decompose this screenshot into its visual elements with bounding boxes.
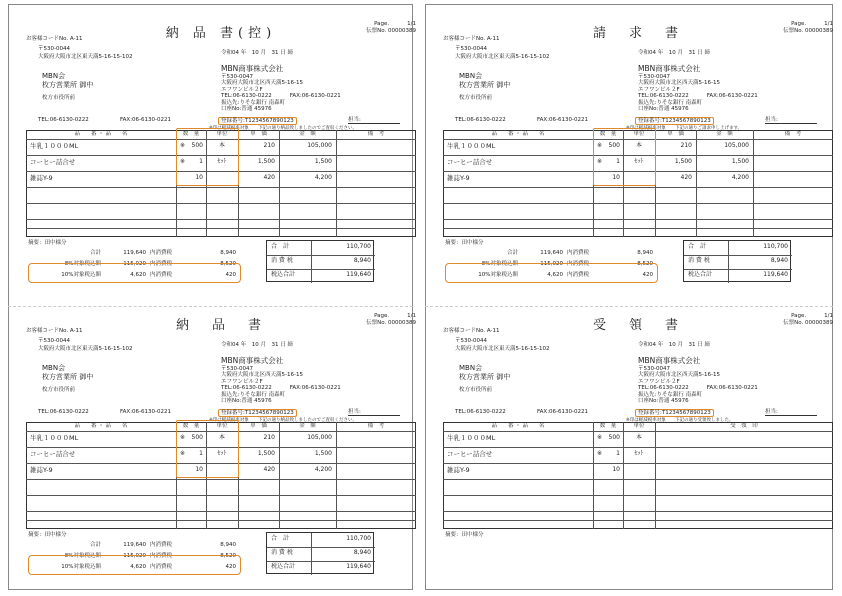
issuer-postal: 〒530-0047 <box>221 365 253 372</box>
summary-total-tax-label: 内消費税 <box>150 250 173 256</box>
summary-10pct-amount: 4,620 <box>130 272 146 278</box>
issuer-account: 口座No:普通 45976 <box>221 106 272 113</box>
closing-date: 令和04 年 10 月 31 日 締 <box>638 50 710 56</box>
issuer-bank: 振込先:りそな銀行 南森町 <box>638 99 703 106</box>
col-header-unit: 単位 <box>216 423 228 429</box>
issuer-tel: TEL:06-6130-0222 <box>221 93 272 100</box>
col-header-remarks: 備 考 <box>367 131 385 137</box>
summary-8pct-label: 8%対象税込額 <box>64 261 101 267</box>
table-row-line <box>443 203 833 204</box>
item-qty: 500 <box>608 434 620 441</box>
issuer-bank: 振込先:りそな銀行 南森町 <box>221 391 286 398</box>
document-panel-p3 <box>26 306 416 576</box>
document-title: 納 品 書(控) <box>165 26 277 41</box>
customer-fax: FAX:06-6130-0221 <box>120 409 172 415</box>
issuer-building: エフワンビル２F <box>638 378 680 385</box>
customer-postal: 〒530-0044 <box>38 46 70 52</box>
item-amount: 4,200 <box>314 174 332 181</box>
customer-code: お客様コードNo. A-11 <box>443 328 500 334</box>
customer-name: MBN会 <box>42 72 66 80</box>
summary-10pct-amount: 4,620 <box>547 272 563 278</box>
item-price: 420 <box>263 174 275 181</box>
closing-date: 令和04 年 10 月 31 日 締 <box>638 342 710 348</box>
col-header-qty: 数 量 <box>599 131 617 137</box>
customer-code: お客様コードNo. A-11 <box>26 328 83 334</box>
table-row-line <box>443 520 833 521</box>
totals-value-2: 119,640 <box>763 271 788 278</box>
summary-8pct-label: 8%対象税込額 <box>64 553 101 559</box>
registration-number: 登録番号:T1234567890123 <box>218 117 297 125</box>
item-qty: 500 <box>608 142 620 149</box>
manager-field: 担当: <box>765 409 817 416</box>
totals-line <box>267 269 375 270</box>
page-value: 1/1 <box>824 313 833 319</box>
col-header-amount: 金 額 <box>299 423 316 429</box>
item-qty: 10 <box>612 174 620 181</box>
issuer-postal: 〒530-0047 <box>638 73 670 80</box>
document-title: 納 品 書 <box>175 318 266 333</box>
issuer-account: 口座No:普通 45976 <box>638 106 689 113</box>
item-amount: 105,000 <box>307 434 332 441</box>
summary-8pct-tax-label: 内消費税 <box>567 261 590 267</box>
customer-branch: 枚方営業所 御中 <box>459 373 511 381</box>
issuer-fax: FAX:06-6130-0221 <box>289 385 341 392</box>
customer-address: 大阪府大阪市北区東天満5-16-15-102 <box>455 54 550 60</box>
summary-total-tax-label: 内消費税 <box>150 542 173 548</box>
col-header-remarks: 備 考 <box>784 131 802 137</box>
totals-value-0: 110,700 <box>346 243 371 250</box>
totals-divider <box>311 533 312 575</box>
item-amount: 1,500 <box>314 158 332 165</box>
summary-total-label: 合計 <box>506 250 518 256</box>
highlight-qty-unit-column <box>176 420 239 478</box>
issuer-block <box>221 357 341 405</box>
slip-number: 伝票No. 00000389 <box>783 319 833 326</box>
item-name: 雑誌Y-9 <box>30 466 53 474</box>
table-row-line <box>443 479 833 480</box>
table-col-line <box>655 422 656 529</box>
col-header-unit: 単位 <box>633 423 645 429</box>
col-header-price: 単 価 <box>250 423 267 429</box>
summary-8pct-tax-label: 内消費税 <box>150 261 173 267</box>
reduced-tax-note: ※印は軽減税率対象 <box>626 418 666 423</box>
reduced-tax-mark: ※ <box>597 142 603 149</box>
issuer-postal: 〒530-0047 <box>221 73 253 80</box>
item-price: 1,500 <box>257 158 275 165</box>
customer-tel: TEL:06-6130-0222 <box>455 117 506 123</box>
summary-total-tax-label: 内消費税 <box>567 250 590 256</box>
totals-label-1: 消 費 税 <box>271 549 293 556</box>
summary-10pct-label: 10%対象税込額 <box>61 564 101 570</box>
registration-number: 登録番号:T1234567890123 <box>218 409 297 417</box>
customer-branch: 枚方営業所 御中 <box>459 81 511 89</box>
customer-address: 大阪府大阪市北区東天満5-16-15-102 <box>38 346 133 352</box>
summary-8pct-tax: 8,520 <box>220 261 236 267</box>
totals-value-0: 110,700 <box>346 535 371 542</box>
totals-box <box>266 240 374 282</box>
item-name: 雑誌Y-9 <box>447 174 470 182</box>
summary-total-label: 合計 <box>89 542 101 548</box>
customer-postal: 〒530-0044 <box>38 338 70 344</box>
table-row-line <box>443 463 833 464</box>
item-unit: ｾｯﾄ <box>217 450 227 457</box>
issuer-fax: FAX:06-6130-0221 <box>706 93 758 100</box>
issuer-postal: 〒530-0047 <box>638 365 670 372</box>
document-title: 受 領 書 <box>592 318 683 333</box>
table-row-line <box>443 511 833 512</box>
page-label: Page. <box>374 21 390 27</box>
statement-note: 下記の通り受領致しました。 <box>675 418 734 423</box>
customer-branch: 枚方営業所 御中 <box>42 373 94 381</box>
customer-postal: 〒530-0044 <box>455 46 487 52</box>
summary-8pct-amount: 115,020 <box>123 553 146 559</box>
slip-number: 伝票No. 00000389 <box>366 319 416 326</box>
summary-8pct-tax: 8,520 <box>220 553 236 559</box>
item-qty: 10 <box>195 174 203 181</box>
document-panel-p2 <box>443 14 833 284</box>
page-label: Page. <box>374 313 390 319</box>
summary-8pct-amount: 115,020 <box>540 261 563 267</box>
summary-total-label: 合計 <box>89 250 101 256</box>
item-unit: ｾｯﾄ <box>634 450 644 457</box>
summary-10pct-tax-label: 内消費税 <box>150 272 173 278</box>
col-header-amount: 金 額 <box>716 131 733 137</box>
totals-value-1: 8,940 <box>353 257 371 264</box>
item-name: 牛乳１０００ML <box>30 434 79 442</box>
summary-8pct-tax-label: 内消費税 <box>150 553 173 559</box>
issuer-contact <box>221 93 341 99</box>
item-qty: 10 <box>195 466 203 473</box>
item-qty: 500 <box>191 434 203 441</box>
page-info <box>366 21 416 34</box>
item-qty: 1 <box>616 158 620 165</box>
highlight-qty-unit-column <box>176 128 239 186</box>
table-row-line <box>443 495 833 496</box>
totals-box <box>266 532 374 574</box>
memo: 摘要：田中様分 <box>445 240 484 246</box>
item-qty: 1 <box>199 158 203 165</box>
item-name: コーヒー詰合せ <box>30 450 76 458</box>
summary-total-amount: 119,640 <box>123 542 146 548</box>
statement-note: 下記の通り納品致しましたのでご査収ください。 <box>258 418 357 423</box>
customer-tel: TEL:06-6130-0222 <box>38 409 89 415</box>
customer-location: 枚方市役所前 <box>42 95 76 101</box>
item-unit: 本 <box>218 434 225 441</box>
summary-10pct-tax-label: 内消費税 <box>150 564 173 570</box>
totals-label-2: 税込合計 <box>271 563 296 570</box>
document-title: 請 求 書 <box>592 26 683 41</box>
registration-number: 登録番号:T1234567890123 <box>635 409 714 417</box>
summary-10pct-tax: 420 <box>225 564 236 570</box>
reduced-tax-note: ※印は軽減税率対象 <box>209 418 249 423</box>
summary-8pct-label: 8%対象税込額 <box>481 261 518 267</box>
reduced-tax-mark: ※ <box>180 434 186 441</box>
totals-label-1: 消 費 税 <box>688 257 710 264</box>
table-col-line <box>336 130 337 237</box>
item-name: 牛乳１０００ML <box>30 142 79 150</box>
registration-number: 登録番号:T1234567890123 <box>635 117 714 125</box>
item-price: 210 <box>263 434 275 441</box>
table-row-line <box>26 187 416 188</box>
statement-note: 下記の通りご請求申し上げます。 <box>675 126 743 131</box>
issuer-contact <box>221 385 341 391</box>
reduced-tax-mark: ※ <box>597 158 603 165</box>
item-price: 1,500 <box>674 158 692 165</box>
summary-total-tax: 8,940 <box>220 250 236 256</box>
receipt-stamp-label: 受 領 印 <box>730 423 758 429</box>
document-panel-p1 <box>26 14 416 284</box>
highlight-qty-unit-column <box>593 128 656 186</box>
item-name: 雑誌Y-9 <box>30 174 53 182</box>
col-header-qty: 数 量 <box>182 131 200 137</box>
manager-field: 担当: <box>765 117 817 124</box>
totals-value-1: 8,940 <box>770 257 788 264</box>
issuer-address: 大阪府大阪市北区西天満5-16-15 <box>638 372 720 379</box>
issuer-fax: FAX:06-6130-0221 <box>289 93 341 100</box>
item-price: 420 <box>263 466 275 473</box>
item-price: 1,500 <box>257 450 275 457</box>
col-header-unit: 単位 <box>633 131 645 137</box>
issuer-address: 大阪府大阪市北区西天満5-16-15 <box>221 372 303 379</box>
table-row-line <box>26 511 416 512</box>
item-name: 雑誌Y-9 <box>447 466 470 474</box>
summary-8pct-amount: 115,020 <box>123 261 146 267</box>
item-unit: 本 <box>635 434 642 441</box>
item-amount: 1,500 <box>731 158 749 165</box>
item-amount: 1,500 <box>314 450 332 457</box>
issuer-name: MBN商事株式会社 <box>221 64 284 73</box>
table-row-line <box>26 520 416 521</box>
table-col-line <box>623 422 624 529</box>
highlight-tax-breakdown <box>28 555 241 575</box>
issuer-bank: 振込先:りそな銀行 南森町 <box>638 391 703 398</box>
summary-total-tax: 8,940 <box>220 542 236 548</box>
totals-value-1: 8,940 <box>353 549 371 556</box>
col-header-amount: 金 額 <box>299 131 316 137</box>
customer-postal: 〒530-0044 <box>455 338 487 344</box>
customer-fax: FAX:06-6130-0221 <box>537 409 589 415</box>
item-unit: ｾｯﾄ <box>634 158 644 165</box>
totals-value-2: 119,640 <box>346 563 371 570</box>
issuer-address: 大阪府大阪市北区西天満5-16-15 <box>638 80 720 87</box>
issuer-account: 口座No:普通 45976 <box>638 398 689 405</box>
customer-location: 枚方市役所前 <box>42 387 76 393</box>
totals-label-2: 税込合計 <box>271 271 296 278</box>
manager-field: 担当: <box>348 117 400 124</box>
col-header-item: 品 番 ・ 品 名 <box>491 423 545 429</box>
customer-location: 枚方市役所前 <box>459 387 493 393</box>
manager-field: 担当: <box>348 409 400 416</box>
highlight-tax-breakdown <box>28 263 241 283</box>
page-label: Page. <box>791 21 807 27</box>
memo: 摘要：田中様分 <box>445 532 484 538</box>
highlight-tax-breakdown <box>445 263 658 283</box>
reduced-tax-mark: ※ <box>180 142 186 149</box>
table-row-line <box>26 219 416 220</box>
totals-label-0: 合 計 <box>688 243 707 250</box>
item-amount: 4,200 <box>314 466 332 473</box>
issuer-building: エフワンビル２F <box>638 86 680 93</box>
customer-address: 大阪府大阪市北区東天満5-16-15-102 <box>455 346 550 352</box>
slip-number: 伝票No. 00000389 <box>783 27 833 34</box>
issuer-tel: TEL:06-6130-0222 <box>638 385 689 392</box>
customer-location: 枚方市役所前 <box>459 95 493 101</box>
col-header-item: 品 番 ・ 品 名 <box>74 131 128 137</box>
totals-line <box>267 547 375 548</box>
totals-label-2: 税込合計 <box>688 271 713 278</box>
totals-line <box>267 255 375 256</box>
totals-label-0: 合 計 <box>271 243 290 250</box>
page-label: Page. <box>791 313 807 319</box>
customer-fax: FAX:06-6130-0221 <box>537 117 589 123</box>
customer-address: 大阪府大阪市北区東天満5-16-15-102 <box>38 54 133 60</box>
item-qty: 1 <box>199 450 203 457</box>
item-name: コーヒー詰合せ <box>30 158 76 166</box>
page-info <box>366 313 416 326</box>
page-value: 1/1 <box>824 21 833 27</box>
totals-line <box>684 269 792 270</box>
col-header-unit: 単位 <box>216 131 228 137</box>
page-info <box>783 313 833 326</box>
summary-10pct-label: 10%対象税込額 <box>478 272 518 278</box>
reduced-tax-mark: ※ <box>597 434 603 441</box>
summary-10pct-tax: 420 <box>642 272 653 278</box>
item-amount: 105,000 <box>307 142 332 149</box>
reduced-tax-mark: ※ <box>180 450 186 457</box>
issuer-contact <box>638 93 758 99</box>
memo: 摘要：田中様分 <box>28 532 67 538</box>
summary-total-amount: 119,640 <box>540 250 563 256</box>
closing-date: 令和04 年 10 月 31 日 締 <box>221 50 293 56</box>
item-unit: 本 <box>218 142 225 149</box>
summary-10pct-amount: 4,620 <box>130 564 146 570</box>
issuer-name: MBN商事株式会社 <box>638 64 701 73</box>
customer-code: お客様コードNo. A-11 <box>443 36 500 42</box>
customer-name: MBN会 <box>42 364 66 372</box>
issuer-building: エフワンビル２F <box>221 86 263 93</box>
page-info <box>783 21 833 34</box>
issuer-address: 大阪府大阪市北区西天満5-16-15 <box>221 80 303 87</box>
table-col-line <box>336 422 337 529</box>
reduced-tax-mark: ※ <box>180 158 186 165</box>
table-row-line <box>443 228 833 229</box>
customer-code: お客様コードNo. A-11 <box>26 36 83 42</box>
memo: 摘要：田中様分 <box>28 240 67 246</box>
totals-value-2: 119,640 <box>346 271 371 278</box>
summary-8pct-tax: 8,520 <box>637 261 653 267</box>
totals-divider <box>311 241 312 283</box>
table-row-line <box>26 228 416 229</box>
customer-tel: TEL:06-6130-0222 <box>455 409 506 415</box>
page-value: 1/1 <box>407 313 416 319</box>
summary-total-tax: 8,940 <box>637 250 653 256</box>
totals-line <box>267 561 375 562</box>
table-row-line <box>443 431 833 432</box>
item-price: 420 <box>680 174 692 181</box>
statement-note: 下記の通り納品致しましたのでご査収ください。 <box>258 126 357 131</box>
item-name: コーヒー詰合せ <box>447 450 493 458</box>
totals-box <box>683 240 791 282</box>
totals-value-0: 110,700 <box>763 243 788 250</box>
col-header-remarks: 備 考 <box>367 423 385 429</box>
issuer-fax: FAX:06-6130-0221 <box>706 385 758 392</box>
issuer-block <box>638 357 758 405</box>
totals-divider <box>728 241 729 283</box>
col-header-item: 品 番 ・ 品 名 <box>491 131 545 137</box>
customer-branch: 枚方営業所 御中 <box>42 81 94 89</box>
issuer-building: エフワンビル２F <box>221 378 263 385</box>
totals-label-1: 消 費 税 <box>271 257 293 264</box>
reduced-tax-note: ※印は軽減税率対象 <box>209 126 249 131</box>
item-price: 210 <box>680 142 692 149</box>
reduced-tax-note: ※印は軽減税率対象 <box>626 126 666 131</box>
issuer-name: MBN商事株式会社 <box>638 356 701 365</box>
document-panel-p4 <box>443 306 833 576</box>
table-col-line <box>753 130 754 237</box>
col-header-qty: 数 量 <box>599 423 617 429</box>
issuer-tel: TEL:06-6130-0222 <box>638 93 689 100</box>
col-header-price: 単 価 <box>667 131 684 137</box>
summary-10pct-label: 10%対象税込額 <box>61 272 101 278</box>
item-qty: 1 <box>616 450 620 457</box>
item-amount: 105,000 <box>724 142 749 149</box>
table-row-line <box>26 495 416 496</box>
col-header-price: 単 価 <box>250 131 267 137</box>
item-qty: 500 <box>191 142 203 149</box>
reduced-tax-mark: ※ <box>597 450 603 457</box>
customer-tel: TEL:06-6130-0222 <box>38 117 89 123</box>
item-name: 牛乳１０００ML <box>447 142 496 150</box>
issuer-block <box>221 65 341 113</box>
summary-10pct-tax-label: 内消費税 <box>567 272 590 278</box>
totals-label-0: 合 計 <box>271 535 290 542</box>
slip-number: 伝票No. 00000389 <box>366 27 416 34</box>
item-name: コーヒー詰合せ <box>447 158 493 166</box>
table-row-line <box>443 219 833 220</box>
item-name: 牛乳１０００ML <box>447 434 496 442</box>
item-price: 210 <box>263 142 275 149</box>
issuer-name: MBN商事株式会社 <box>221 356 284 365</box>
table-row-line <box>443 187 833 188</box>
customer-fax: FAX:06-6130-0221 <box>120 117 172 123</box>
customer-name: MBN会 <box>459 72 483 80</box>
col-header-qty: 数 量 <box>182 423 200 429</box>
issuer-contact <box>638 385 758 391</box>
summary-10pct-tax: 420 <box>225 272 236 278</box>
item-qty: 10 <box>612 466 620 473</box>
item-unit: ｾｯﾄ <box>217 158 227 165</box>
issuer-bank: 振込先:りそな銀行 南森町 <box>221 99 286 106</box>
totals-line <box>684 255 792 256</box>
item-unit: 本 <box>635 142 642 149</box>
table-row-line <box>443 447 833 448</box>
closing-date: 令和04 年 10 月 31 日 締 <box>221 342 293 348</box>
issuer-account: 口座No:普通 45976 <box>221 398 272 405</box>
issuer-block <box>638 65 758 113</box>
col-header-item: 品 番 ・ 品 名 <box>74 423 128 429</box>
table-row-line <box>26 479 416 480</box>
customer-name: MBN会 <box>459 364 483 372</box>
page-value: 1/1 <box>407 21 416 27</box>
issuer-tel: TEL:06-6130-0222 <box>221 385 272 392</box>
table-row-line <box>26 203 416 204</box>
summary-total-amount: 119,640 <box>123 250 146 256</box>
item-amount: 4,200 <box>731 174 749 181</box>
